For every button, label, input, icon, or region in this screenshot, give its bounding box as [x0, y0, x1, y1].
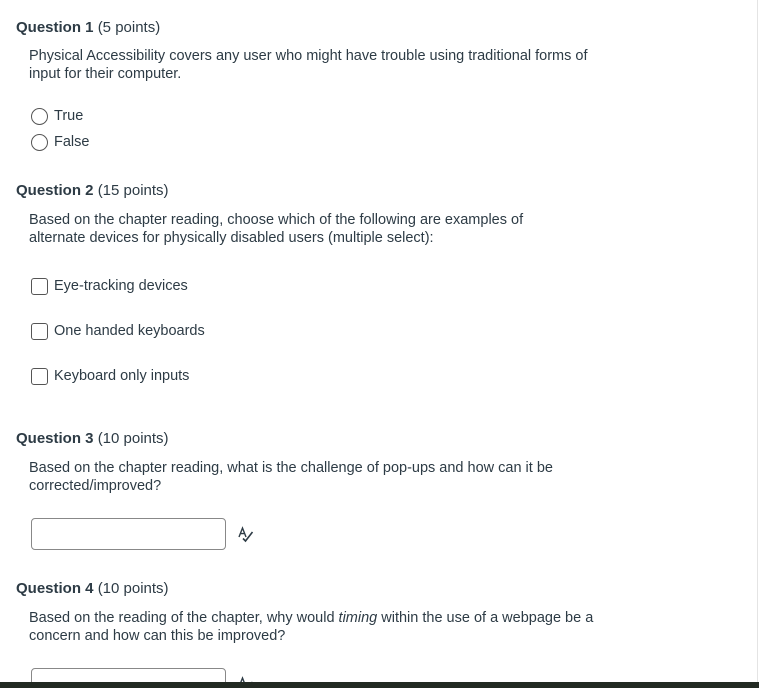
question-2-choice-eye-tracking[interactable]: [31, 276, 188, 296]
question-3-text: Based on the chapter reading, what is the challenge of pop-ups and how can it be corrected/improved?: [29, 460, 553, 494]
choice-label: True: [54, 108, 84, 124]
question-1-choice-true[interactable]: [31, 106, 83, 126]
question-2-title: [16, 182, 169, 200]
choice-label: Keyboard only inputs: [54, 368, 190, 384]
question-2-text: Based on the chapter reading, choose which of the following are examples of alternate devices for physically disabled users (multiple select):: [29, 212, 524, 246]
question-4-title: [16, 580, 169, 598]
checkbox[interactable]: [31, 278, 48, 295]
question-4-text-before: Based on the reading of the chapter, why would: [29, 610, 339, 626]
question-2-choice-keyboard-only[interactable]: [31, 366, 189, 386]
spell-check-icon[interactable]: [237, 526, 255, 544]
question-4-text: [29, 609, 604, 645]
question-3-answer-input[interactable]: [31, 518, 226, 550]
question-3-points: (10 points): [97, 430, 169, 447]
choice-label: Eye-tracking devices: [54, 278, 188, 294]
checkbox[interactable]: [31, 368, 48, 385]
question-1-text: Physical Accessibility covers any user who might have trouble using traditional forms of input for their computer.: [29, 48, 588, 82]
radio-button[interactable]: [31, 108, 48, 125]
question-4-text-after: within the use of a webpage be a concern and how can this be improved?: [29, 610, 594, 644]
question-1-choice-false[interactable]: [31, 132, 89, 152]
question-3-label: Question 3: [16, 430, 94, 447]
question-1-points: (5 points): [97, 19, 161, 36]
choice-label: One handed keyboards: [54, 323, 205, 339]
question-4-label: Question 4: [16, 580, 94, 597]
question-4-answer-input[interactable]: [31, 668, 226, 682]
checkbox[interactable]: [31, 323, 48, 340]
choice-label: False: [54, 134, 90, 150]
question-2-label: Question 2: [16, 182, 94, 199]
bottom-bar: [0, 682, 759, 688]
question-1-label: Question 1: [16, 19, 94, 36]
question-4-points: (10 points): [97, 580, 169, 597]
question-2-points: (15 points): [97, 182, 169, 199]
question-2-choice-one-handed-keyboards[interactable]: [31, 321, 205, 341]
question-4-text-emphasis: timing: [338, 610, 378, 626]
radio-button[interactable]: [31, 134, 48, 151]
question-1-title: [16, 19, 160, 37]
question-3-title: [16, 430, 169, 448]
